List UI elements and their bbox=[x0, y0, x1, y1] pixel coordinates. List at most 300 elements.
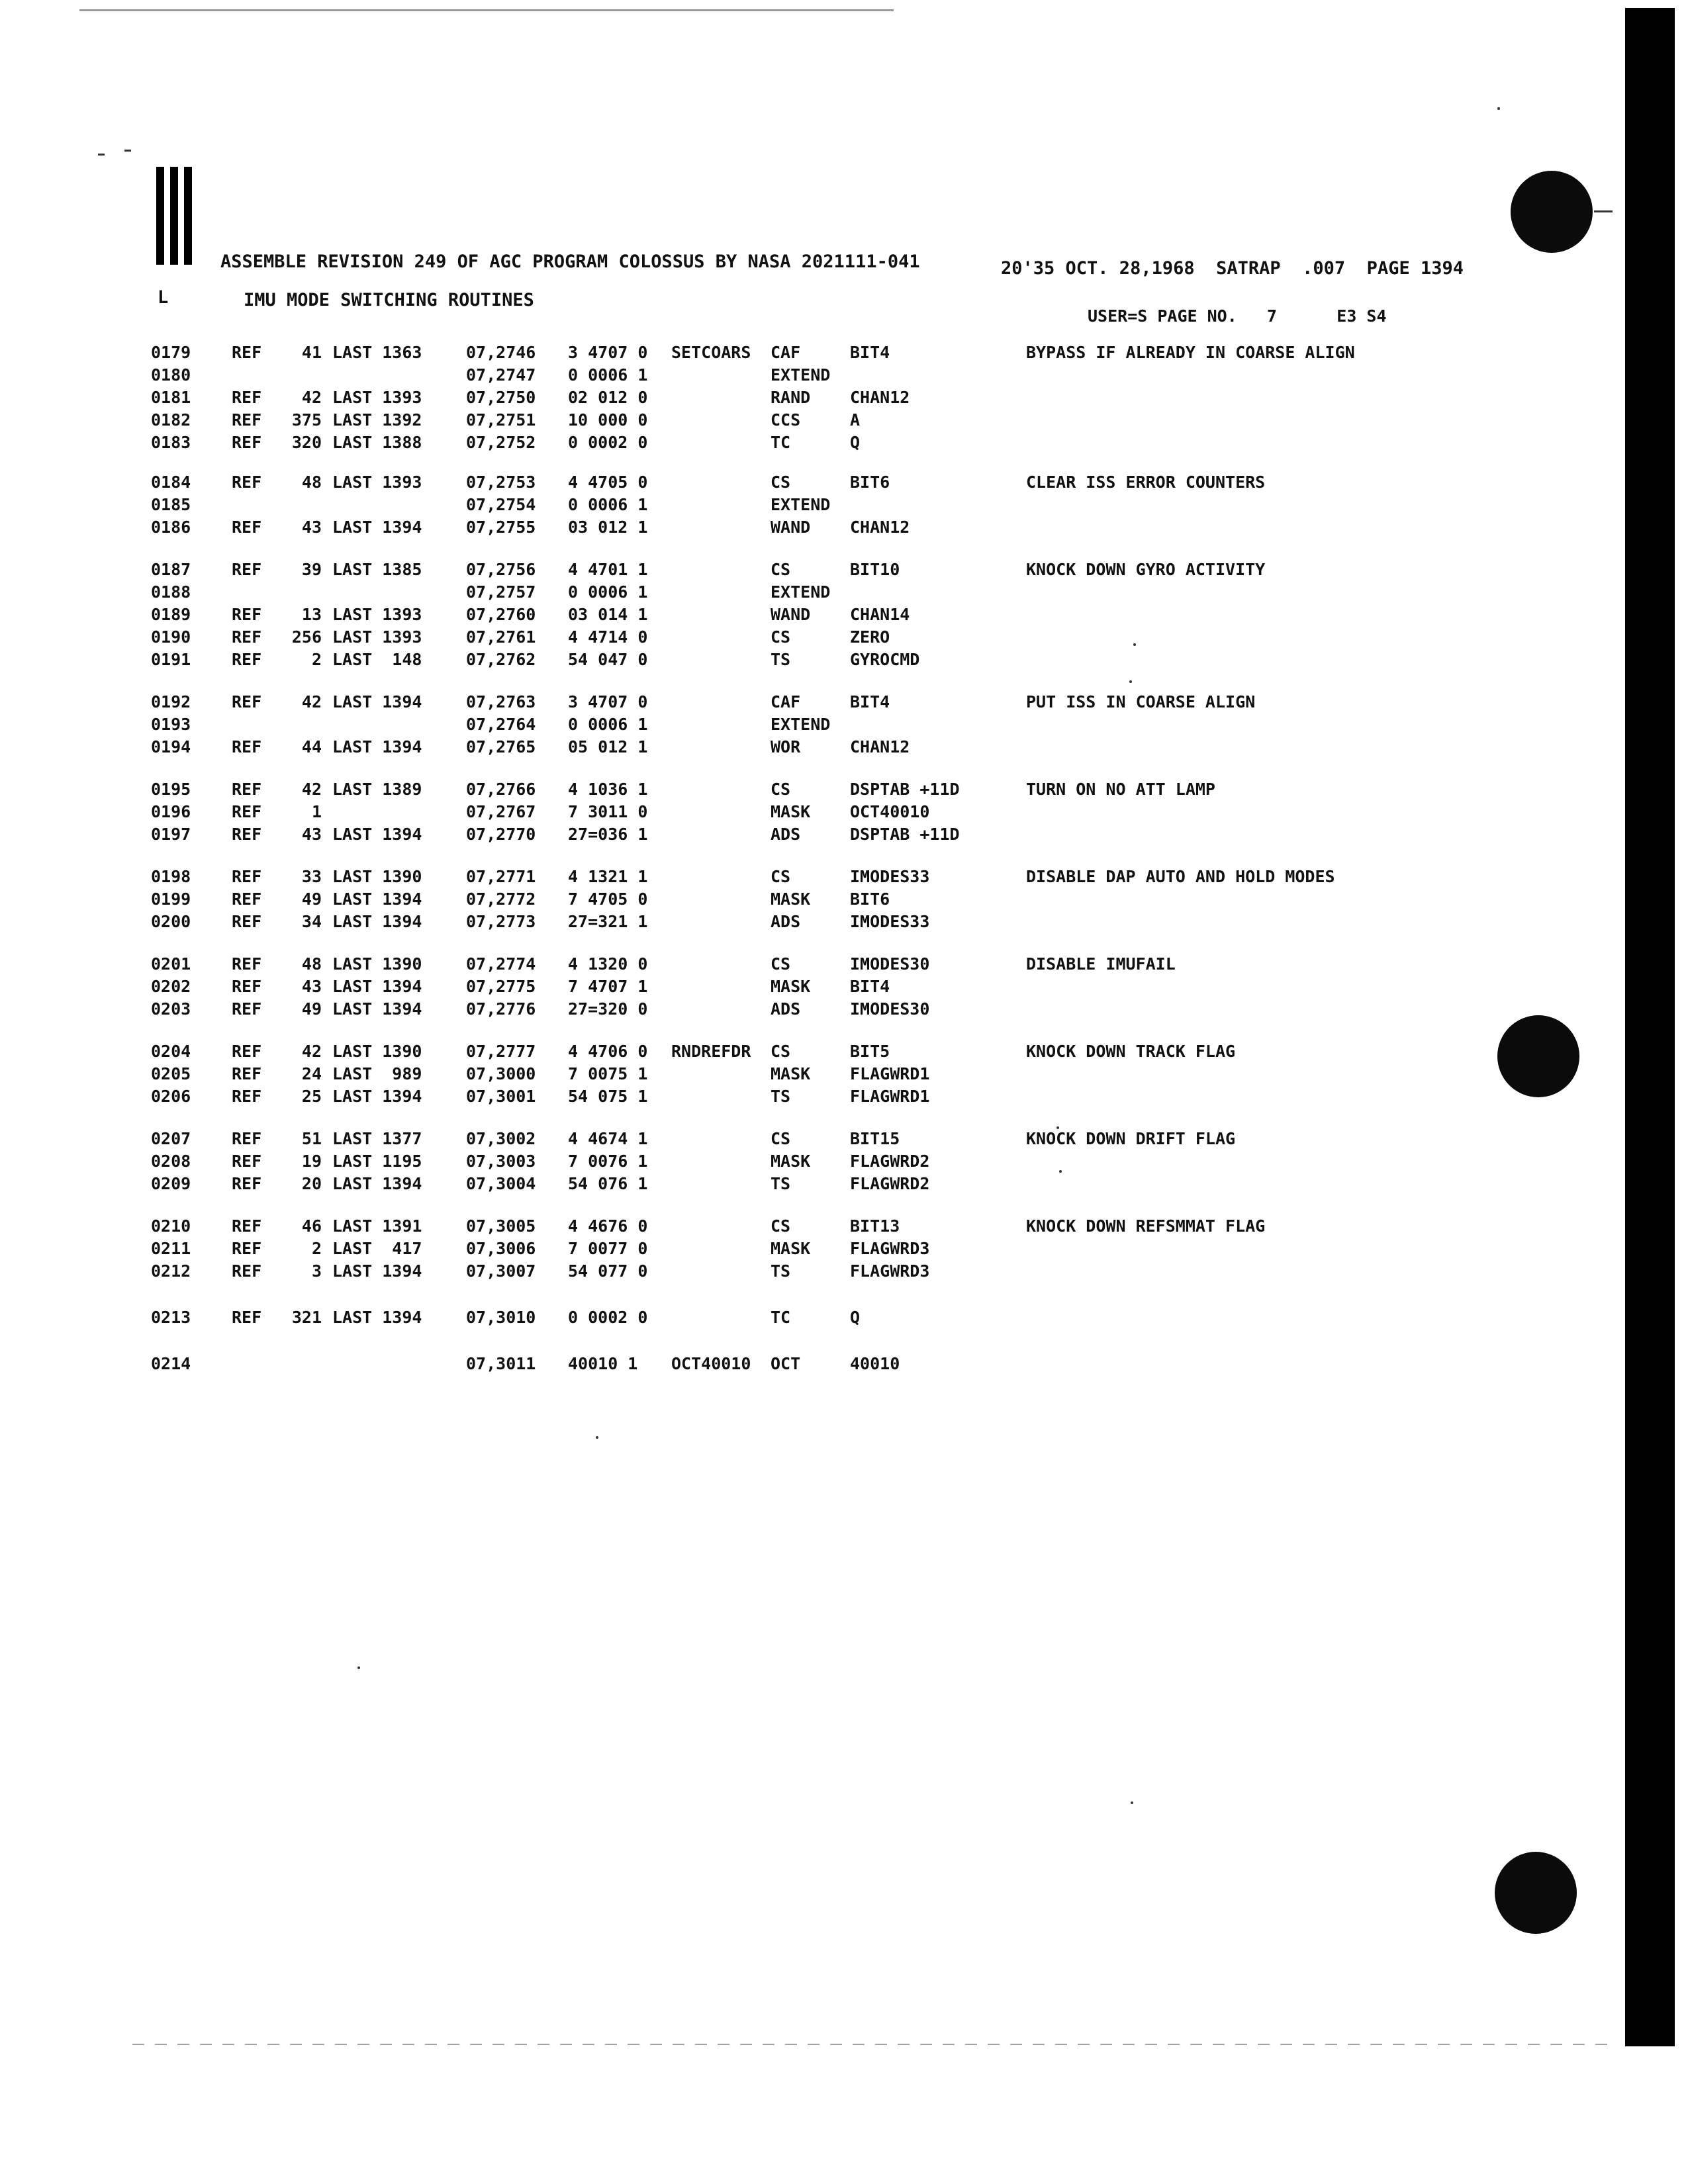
ref-count: 41 bbox=[301, 343, 322, 362]
line-number: 0209 bbox=[151, 1174, 191, 1193]
comment: CLEAR ISS ERROR COUNTERS bbox=[1026, 473, 1266, 492]
ref-tag: REF bbox=[232, 605, 262, 624]
opcode: WAND bbox=[771, 518, 811, 537]
operand: ZERO bbox=[850, 627, 890, 647]
last-ref: LAST 1394 bbox=[332, 825, 422, 844]
table-row bbox=[0, 739, 1688, 761]
ref-count: 256 bbox=[291, 627, 322, 647]
ref-tag: REF bbox=[232, 825, 262, 844]
address: 07,2751 bbox=[466, 410, 536, 430]
line-number: 0194 bbox=[151, 737, 191, 756]
address: 07,2775 bbox=[466, 977, 536, 996]
address: 07,2746 bbox=[466, 343, 536, 362]
ref-count: 2 bbox=[311, 650, 322, 669]
table-row bbox=[0, 519, 1688, 541]
ref-tag: REF bbox=[232, 388, 262, 407]
machine-code: 7 0075 1 bbox=[568, 1064, 648, 1083]
operand: CHAN12 bbox=[850, 388, 910, 407]
operand: FLAGWRD1 bbox=[850, 1064, 930, 1083]
line-number: 0184 bbox=[151, 473, 191, 492]
opcode: CAF bbox=[771, 692, 801, 711]
address: 07,3001 bbox=[466, 1087, 536, 1106]
machine-code: 7 0077 0 bbox=[568, 1239, 648, 1258]
ref-tag: REF bbox=[232, 1064, 262, 1083]
opcode: EXTEND bbox=[771, 582, 831, 602]
operand: IMODES30 bbox=[850, 954, 930, 974]
address: 07,3006 bbox=[466, 1239, 536, 1258]
line-number: 0191 bbox=[151, 650, 191, 669]
table-row bbox=[0, 367, 1688, 389]
last-ref: LAST 1389 bbox=[332, 780, 422, 799]
machine-code: 4 4705 0 bbox=[568, 473, 648, 492]
machine-code: 27=320 0 bbox=[568, 999, 648, 1019]
line-number: 0193 bbox=[151, 715, 191, 734]
ref-count: 44 bbox=[301, 737, 322, 756]
last-ref: LAST 989 bbox=[332, 1064, 422, 1083]
operand: 40010 bbox=[850, 1354, 900, 1373]
line-number: 0207 bbox=[151, 1129, 191, 1148]
operand: IMODES33 bbox=[850, 867, 930, 886]
ref-count: 321 bbox=[291, 1308, 322, 1327]
address: 07,2777 bbox=[466, 1042, 536, 1061]
table-row bbox=[0, 1066, 1688, 1088]
operand: DSPTAB +11D bbox=[850, 780, 960, 799]
line-number: 0201 bbox=[151, 954, 191, 974]
line-number: 0195 bbox=[151, 780, 191, 799]
last-ref: LAST 1363 bbox=[332, 343, 422, 362]
address: 07,2747 bbox=[466, 365, 536, 385]
machine-code: 27=321 1 bbox=[568, 912, 648, 931]
machine-code: 4 1320 0 bbox=[568, 954, 648, 974]
last-ref: LAST 417 bbox=[332, 1239, 422, 1258]
comment: KNOCK DOWN GYRO ACTIVITY bbox=[1026, 560, 1266, 579]
operand: FLAGWRD2 bbox=[850, 1174, 930, 1193]
ref-count: 320 bbox=[291, 433, 322, 452]
address: 07,3002 bbox=[466, 1129, 536, 1148]
machine-code: 4 4674 1 bbox=[568, 1129, 648, 1148]
table-row bbox=[0, 781, 1688, 803]
machine-code: 4 4676 0 bbox=[568, 1216, 648, 1236]
opcode: TC bbox=[771, 1308, 791, 1327]
opcode: EXTEND bbox=[771, 365, 831, 385]
comment: BYPASS IF ALREADY IN COARSE ALIGN bbox=[1026, 343, 1355, 362]
operand: BIT5 bbox=[850, 1042, 890, 1061]
operand: CHAN14 bbox=[850, 605, 910, 624]
last-ref: LAST 1394 bbox=[332, 1261, 422, 1281]
line-number: 0188 bbox=[151, 582, 191, 602]
table-row bbox=[0, 496, 1688, 519]
table-row bbox=[0, 956, 1688, 978]
machine-code: 54 077 0 bbox=[568, 1261, 648, 1281]
last-ref: LAST 1388 bbox=[332, 433, 422, 452]
ref-count: 43 bbox=[301, 518, 322, 537]
table-row bbox=[0, 1175, 1688, 1198]
opcode: CS bbox=[771, 1129, 791, 1148]
table-row bbox=[0, 606, 1688, 629]
last-ref: LAST 1394 bbox=[332, 999, 422, 1019]
last-ref: LAST 1390 bbox=[332, 867, 422, 886]
ref-count: 46 bbox=[301, 1216, 322, 1236]
ref-tag: REF bbox=[232, 977, 262, 996]
address: 07,2756 bbox=[466, 560, 536, 579]
ref-count: 33 bbox=[301, 867, 322, 886]
listing-date-page: 20'35 OCT. 28,1968 SATRAP .007 PAGE 1394 bbox=[1001, 258, 1464, 279]
opcode: RAND bbox=[771, 388, 811, 407]
machine-code: 54 075 1 bbox=[568, 1087, 648, 1106]
comment: KNOCK DOWN DRIFT FLAG bbox=[1026, 1129, 1236, 1148]
machine-code: 02 012 0 bbox=[568, 388, 648, 407]
address: 07,2773 bbox=[466, 912, 536, 931]
machine-code: 03 014 1 bbox=[568, 605, 648, 624]
line-number: 0198 bbox=[151, 867, 191, 886]
address: 07,2760 bbox=[466, 605, 536, 624]
last-ref: LAST 1394 bbox=[332, 977, 422, 996]
last-ref: LAST 1394 bbox=[332, 889, 422, 909]
last-ref: LAST 1394 bbox=[332, 1087, 422, 1106]
opcode: MASK bbox=[771, 802, 811, 821]
ref-tag: REF bbox=[232, 912, 262, 931]
machine-code: 7 3011 0 bbox=[568, 802, 648, 821]
ref-tag: REF bbox=[232, 1042, 262, 1061]
line-number: 0214 bbox=[151, 1354, 191, 1373]
opcode: CS bbox=[771, 560, 791, 579]
opcode: ADS bbox=[771, 912, 801, 931]
address: 07,2757 bbox=[466, 582, 536, 602]
table-row bbox=[0, 891, 1688, 913]
address: 07,2774 bbox=[466, 954, 536, 974]
opcode: CS bbox=[771, 780, 791, 799]
address: 07,3004 bbox=[466, 1174, 536, 1193]
ref-tag: REF bbox=[232, 1087, 262, 1106]
ref-tag: REF bbox=[232, 1129, 262, 1148]
operand: BIT10 bbox=[850, 560, 900, 579]
table-row bbox=[0, 1153, 1688, 1175]
machine-code: 54 047 0 bbox=[568, 650, 648, 669]
address: 07,2752 bbox=[466, 433, 536, 452]
comment: DISABLE DAP AUTO AND HOLD MODES bbox=[1026, 867, 1335, 886]
machine-code: 3 4707 0 bbox=[568, 692, 648, 711]
operand: CHAN12 bbox=[850, 518, 910, 537]
address: 07,2766 bbox=[466, 780, 536, 799]
machine-code: 0 0006 1 bbox=[568, 582, 648, 602]
machine-code: 3 4707 0 bbox=[568, 343, 648, 362]
machine-code: 0 0002 0 bbox=[568, 433, 648, 452]
ref-tag: REF bbox=[232, 1152, 262, 1171]
table-row bbox=[0, 868, 1688, 891]
label: SETCOARS bbox=[671, 343, 751, 362]
line-number: 0189 bbox=[151, 605, 191, 624]
ref-count: 39 bbox=[301, 560, 322, 579]
comment: KNOCK DOWN TRACK FLAG bbox=[1026, 1042, 1236, 1061]
address: 07,3011 bbox=[466, 1354, 536, 1373]
last-ref: LAST 1390 bbox=[332, 954, 422, 974]
line-number: 0183 bbox=[151, 433, 191, 452]
ref-count: 1 bbox=[311, 802, 322, 821]
ref-tag: REF bbox=[232, 1308, 262, 1327]
opcode: MASK bbox=[771, 1239, 811, 1258]
machine-code: 40010 1 bbox=[568, 1354, 638, 1373]
line-number: 0181 bbox=[151, 388, 191, 407]
last-ref: LAST 1393 bbox=[332, 388, 422, 407]
last-ref: LAST 148 bbox=[332, 650, 422, 669]
machine-code: 54 076 1 bbox=[568, 1174, 648, 1193]
opcode: MASK bbox=[771, 977, 811, 996]
operand: IMODES33 bbox=[850, 912, 930, 931]
ref-count: 42 bbox=[301, 1042, 322, 1061]
opcode: CS bbox=[771, 867, 791, 886]
table-row bbox=[0, 1130, 1688, 1153]
line-number: 0180 bbox=[151, 365, 191, 385]
address: 07,3005 bbox=[466, 1216, 536, 1236]
operand: Q bbox=[850, 433, 861, 452]
opcode: TS bbox=[771, 650, 791, 669]
opcode: CS bbox=[771, 627, 791, 647]
operand: A bbox=[850, 410, 861, 430]
machine-code: 0 0006 1 bbox=[568, 715, 648, 734]
ref-tag: REF bbox=[232, 627, 262, 647]
address: 07,2761 bbox=[466, 627, 536, 647]
ref-tag: REF bbox=[232, 518, 262, 537]
line-number: 0197 bbox=[151, 825, 191, 844]
table-row bbox=[0, 913, 1688, 936]
ref-tag: REF bbox=[232, 343, 262, 362]
line-number: 0211 bbox=[151, 1239, 191, 1258]
operand: BIT4 bbox=[850, 692, 890, 711]
table-row bbox=[0, 434, 1688, 457]
line-number: 0200 bbox=[151, 912, 191, 931]
last-ref: LAST 1394 bbox=[332, 518, 422, 537]
line-number: 0203 bbox=[151, 999, 191, 1019]
machine-code: 10 000 0 bbox=[568, 410, 648, 430]
opcode: CCS bbox=[771, 410, 801, 430]
table-row bbox=[0, 344, 1688, 367]
opcode: EXTEND bbox=[771, 715, 831, 734]
line-number: 0206 bbox=[151, 1087, 191, 1106]
line-number: 0186 bbox=[151, 518, 191, 537]
line-number: 0187 bbox=[151, 560, 191, 579]
last-ref: LAST 1391 bbox=[332, 1216, 422, 1236]
label: RNDREFDR bbox=[671, 1042, 751, 1061]
ref-count: 42 bbox=[301, 692, 322, 711]
line-number: 0192 bbox=[151, 692, 191, 711]
ref-count: 19 bbox=[301, 1152, 322, 1171]
machine-code: 4 1036 1 bbox=[568, 780, 648, 799]
ref-count: 43 bbox=[301, 977, 322, 996]
ref-tag: REF bbox=[232, 1174, 262, 1193]
address: 07,3007 bbox=[466, 1261, 536, 1281]
opcode: TS bbox=[771, 1087, 791, 1106]
table-row bbox=[0, 716, 1688, 739]
ref-count: 24 bbox=[301, 1064, 322, 1083]
operand: BIT15 bbox=[850, 1129, 900, 1148]
operand: CHAN12 bbox=[850, 737, 910, 756]
opcode: TS bbox=[771, 1261, 791, 1281]
opcode: CS bbox=[771, 954, 791, 974]
opcode: MASK bbox=[771, 1152, 811, 1171]
operand: BIT4 bbox=[850, 343, 890, 362]
machine-code: 27=036 1 bbox=[568, 825, 648, 844]
operand: FLAGWRD1 bbox=[850, 1087, 930, 1106]
ref-tag: REF bbox=[232, 692, 262, 711]
ref-tag: REF bbox=[232, 560, 262, 579]
machine-code: 7 4707 1 bbox=[568, 977, 648, 996]
line-number: 0185 bbox=[151, 495, 191, 514]
ref-tag: REF bbox=[232, 1216, 262, 1236]
operand: BIT6 bbox=[850, 473, 890, 492]
last-ref: LAST 1195 bbox=[332, 1152, 422, 1171]
machine-code: 0 0006 1 bbox=[568, 495, 648, 514]
operand: BIT13 bbox=[850, 1216, 900, 1236]
address: 07,3010 bbox=[466, 1308, 536, 1327]
ref-count: 2 bbox=[311, 1239, 322, 1258]
address: 07,2772 bbox=[466, 889, 536, 909]
table-row bbox=[0, 1263, 1688, 1285]
ref-count: 375 bbox=[291, 410, 322, 430]
address: 07,2763 bbox=[466, 692, 536, 711]
operand: DSPTAB +11D bbox=[850, 825, 960, 844]
machine-code: 0 0002 0 bbox=[568, 1308, 648, 1327]
table-row bbox=[0, 584, 1688, 606]
operand: Q bbox=[850, 1308, 861, 1327]
address: 07,2754 bbox=[466, 495, 536, 514]
line-number: 0190 bbox=[151, 627, 191, 647]
address: 07,2750 bbox=[466, 388, 536, 407]
ref-tag: REF bbox=[232, 889, 262, 909]
table-row bbox=[0, 474, 1688, 496]
machine-code: 4 4706 0 bbox=[568, 1042, 648, 1061]
ref-count: 20 bbox=[301, 1174, 322, 1193]
machine-code: 4 1321 1 bbox=[568, 867, 648, 886]
ref-tag: REF bbox=[232, 867, 262, 886]
opcode: MASK bbox=[771, 1064, 811, 1083]
table-row bbox=[0, 978, 1688, 1001]
line-number: 0205 bbox=[151, 1064, 191, 1083]
last-ref: LAST 1385 bbox=[332, 560, 422, 579]
ref-count: 43 bbox=[301, 825, 322, 844]
machine-code: 4 4701 1 bbox=[568, 560, 648, 579]
machine-code: 7 4705 0 bbox=[568, 889, 648, 909]
last-ref: LAST 1393 bbox=[332, 627, 422, 647]
opcode: TS bbox=[771, 1174, 791, 1193]
opcode: WOR bbox=[771, 737, 801, 756]
ref-count: 48 bbox=[301, 473, 322, 492]
line-number: 0210 bbox=[151, 1216, 191, 1236]
operand: GYROCMD bbox=[850, 650, 920, 669]
comment: TURN ON NO ATT LAMP bbox=[1026, 780, 1215, 799]
opcode: EXTEND bbox=[771, 495, 831, 514]
table-row bbox=[0, 561, 1688, 584]
last-ref: LAST 1392 bbox=[332, 410, 422, 430]
last-ref: LAST 1393 bbox=[332, 605, 422, 624]
operand: IMODES30 bbox=[850, 999, 930, 1019]
opcode: WAND bbox=[771, 605, 811, 624]
table-row bbox=[0, 826, 1688, 848]
last-ref: LAST 1394 bbox=[332, 912, 422, 931]
line-number: 0204 bbox=[151, 1042, 191, 1061]
opcode: ADS bbox=[771, 825, 801, 844]
ref-count: 48 bbox=[301, 954, 322, 974]
opcode: MASK bbox=[771, 889, 811, 909]
address: 07,3003 bbox=[466, 1152, 536, 1171]
operand: BIT6 bbox=[850, 889, 890, 909]
operand: FLAGWRD3 bbox=[850, 1239, 930, 1258]
table-row bbox=[0, 1240, 1688, 1263]
line-number: 0208 bbox=[151, 1152, 191, 1171]
line-number: 0196 bbox=[151, 802, 191, 821]
address: 07,2762 bbox=[466, 650, 536, 669]
opcode: CS bbox=[771, 1042, 791, 1061]
machine-code: 03 012 1 bbox=[568, 518, 648, 537]
ref-count: 49 bbox=[301, 889, 322, 909]
ref-tag: REF bbox=[232, 473, 262, 492]
table-row bbox=[0, 1218, 1688, 1240]
operand: FLAGWRD3 bbox=[850, 1261, 930, 1281]
ref-count: 13 bbox=[301, 605, 322, 624]
ref-count: 34 bbox=[301, 912, 322, 931]
last-ref: LAST 1394 bbox=[332, 737, 422, 756]
listing-title: ASSEMBLE REVISION 249 OF AGC PROGRAM COLOSSUS BY NASA 2021111-041 bbox=[220, 251, 920, 272]
section-title: IMU MODE SWITCHING ROUTINES bbox=[244, 290, 534, 310]
machine-code: 7 0076 1 bbox=[568, 1152, 648, 1171]
ref-count: 42 bbox=[301, 388, 322, 407]
operand: BIT4 bbox=[850, 977, 890, 996]
machine-code: 05 012 1 bbox=[568, 737, 648, 756]
address: 07,2771 bbox=[466, 867, 536, 886]
opcode: CS bbox=[771, 1216, 791, 1236]
machine-code: 0 0006 1 bbox=[568, 365, 648, 385]
last-ref: LAST 1390 bbox=[332, 1042, 422, 1061]
opcode: CS bbox=[771, 473, 791, 492]
comment: PUT ISS IN COARSE ALIGN bbox=[1026, 692, 1256, 711]
ref-tag: REF bbox=[232, 954, 262, 974]
last-ref: LAST 1394 bbox=[332, 1308, 422, 1327]
last-ref: LAST 1394 bbox=[332, 1174, 422, 1193]
comment: DISABLE IMUFAIL bbox=[1026, 954, 1176, 974]
operand: FLAGWRD2 bbox=[850, 1152, 930, 1171]
machine-code: 4 4714 0 bbox=[568, 627, 648, 647]
line-number: 0202 bbox=[151, 977, 191, 996]
address: 07,2765 bbox=[466, 737, 536, 756]
line-number: 0179 bbox=[151, 343, 191, 362]
ref-tag: REF bbox=[232, 650, 262, 669]
ref-tag: REF bbox=[232, 1239, 262, 1258]
table-row bbox=[0, 389, 1688, 412]
ref-count: 49 bbox=[301, 999, 322, 1019]
table-row bbox=[0, 1001, 1688, 1023]
line-number: 0213 bbox=[151, 1308, 191, 1327]
ref-count: 3 bbox=[311, 1261, 322, 1281]
ref-tag: REF bbox=[232, 433, 262, 452]
table-row bbox=[0, 629, 1688, 651]
opcode: ADS bbox=[771, 999, 801, 1019]
ref-tag: REF bbox=[232, 410, 262, 430]
table-row bbox=[0, 1088, 1688, 1111]
operand: OCT40010 bbox=[850, 802, 930, 821]
address: 07,2770 bbox=[466, 825, 536, 844]
ref-tag: REF bbox=[232, 780, 262, 799]
table-row bbox=[0, 1355, 1688, 1378]
address: 07,2764 bbox=[466, 715, 536, 734]
address: 07,3000 bbox=[466, 1064, 536, 1083]
user-page-line: USER=S PAGE NO. 7 E3 S4 bbox=[1088, 306, 1387, 326]
comment: KNOCK DOWN REFSMMAT FLAG bbox=[1026, 1216, 1266, 1236]
table-row bbox=[0, 1309, 1688, 1332]
label: OCT40010 bbox=[671, 1354, 751, 1373]
table-row bbox=[0, 412, 1688, 434]
ref-count: 25 bbox=[301, 1087, 322, 1106]
last-ref: LAST 1393 bbox=[332, 473, 422, 492]
ref-count: 42 bbox=[301, 780, 322, 799]
